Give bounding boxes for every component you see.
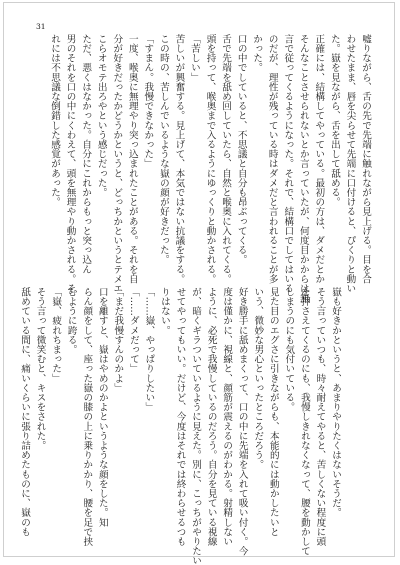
text-line: そんなことさせられないとか言っていたが、何度目かからは無 [297,34,309,303]
text-line: 舐めている間に、痛いくらいに張り詰めたものに、嶽のも [19,287,31,537]
text-line: 「すまん。我慢できなかった」 [142,34,154,169]
text-line: わせたまま、唇を尖らせて先端に口付けると、ぴくりと動い [344,34,356,294]
page-number: 31 [36,22,46,31]
bottom-text-block [19,287,343,565]
text-line: そう言って微笑むと、キスをされた。 [34,287,46,451]
text-line: かった。 [251,34,263,73]
text-line: しまうのにも気付いている。 [283,287,295,412]
top-text-block [49,34,373,303]
text-line: が、暗くギラついているように見えた。別に、こっちがやりたい [190,287,202,565]
text-line: 「まだ我慢すんのかよ」 [112,287,124,393]
text-line: 「嶽、疲れちまった」 [50,287,62,383]
text-line: 好き勝手に舐めまくって、口の中に先端を入れて吸い付く。今 [236,287,248,556]
text-line: 嶽も好きかというと、あまりやりたくはないそうだ。 [330,287,341,518]
text-line: 「……ダメだって」 [127,287,139,374]
text-line: 口の中でしていると、不思議と自分も昂ぶってくる。 [235,34,247,265]
text-line: らん顔をして、座った嶽の膝の上に乗りかかり、腰を足で挟 [81,287,93,547]
text-line: 分が好きだったかどうかというと、どっちかというとテメエ [111,34,123,294]
text-line: むように跨る。 [65,287,77,355]
text-line: 嘘りながら、舌の先で先端に触れながら見上げる。目を合 [360,34,371,284]
text-line: 舌で先端を舐め回していたら、自然と喉奥に入れてくる。 [220,34,232,284]
text-line: 男のそれを口の中にくわえて、頭を無理やり動かされる。そ [64,34,76,294]
text-line: りはない。 [158,287,170,335]
text-line: た。嶽を見ながら、舌を出して舐める。 [328,34,340,207]
text-line: れには不思議な倒錯した感覚があった。 [49,34,61,207]
text-line: せてやってもいい。だけど、今度はそれでは終わらせるつも [174,287,186,547]
text-line: 「苦しい」 [188,34,200,82]
text-line: 口を離すと、嶽はやめのかよというような顔をした。知 [96,287,108,527]
text-line: いう、微妙な男心といったところだろう。 [252,287,264,470]
text-line: 一度、喉奥に無理やり突っ込まれたことがある。それを自 [126,34,138,284]
text-line: この時の、苦しんでいるような嶽の顔が好きだった。 [157,34,169,265]
text-line: を押さえてくるのにも、我慢しきれなくなって、腰を動かして [298,287,310,556]
text-line: そう言っていつも、時々耐えてやると、苦しくない程度に頭 [314,287,326,547]
text-line: のだが、理性が残っている時はダメだと言われることが多 [266,34,278,284]
text-line: ように、必死で我慢しているのだろう。自分を見ている視線 [205,287,217,547]
text-line: 苦しいが興奮する。見上げて、本気ではない抗議をする。 [173,34,185,284]
text-line: 見た目のエグさに引きながらも、本能的には動かしたいと [267,287,279,537]
text-line: こらオモテ出ろやという感じだった。 [95,34,107,198]
text-line: ただ、悪くはなかった。自分にこれからもっと突っ込ん [80,34,92,274]
text-line: 「……嶽、やっぱりしたい」 [143,287,155,412]
text-line: 頭を持って、喉奥まで入るようにゆっくりと動かされる。 [204,34,216,284]
text-line: 正確には、結構してやっている。最初の方は、ダメだとか [313,34,325,284]
text-line: 度は僅かに、視線と、顔筋が震えるのがわかる。射精しない [221,287,233,547]
text-line: 言で従ってくるようになった。それで、結構口でしてはいる [282,34,294,294]
